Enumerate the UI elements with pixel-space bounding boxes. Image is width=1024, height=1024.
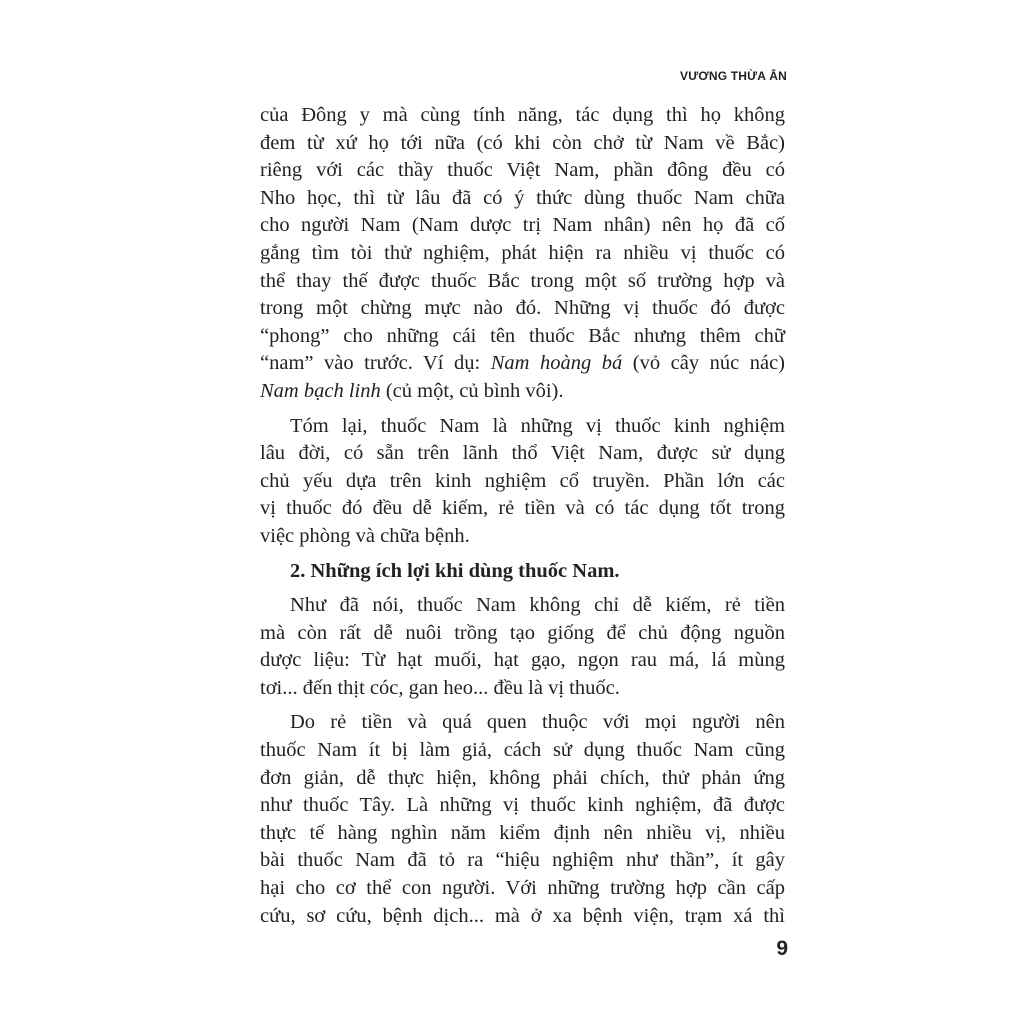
text-line: đem từ xứ họ tới nữa (có khi còn chở từ Nam về Bắc) (260, 131, 785, 154)
text-line: đơn giản, dễ thực hiện, không phải chích, thử phản ứng (260, 766, 785, 789)
text-line: như thuốc Tây. Là những vị thuốc kinh nghiệm, đã được (260, 794, 785, 817)
paragraph-1 (260, 102, 785, 406)
text-line: “phong” cho những cái tên thuốc Bắc nhưng thêm chữ (260, 324, 785, 347)
text-line: việc phòng và chữa bệnh. (260, 524, 470, 547)
text-line: Nho học, thì từ lâu đã có ý thức dùng thuốc Nam chữa (260, 186, 785, 209)
paragraph-3 (260, 592, 785, 702)
text-line: thể thay thế được thuốc Bắc trong một số trường hợp và (260, 269, 785, 292)
text-run: (vỏ cây núc nác) (622, 352, 785, 375)
text-line: Tóm lại, thuốc Nam là những vị thuốc kinh nghiệm (290, 414, 785, 437)
text-line: vị thuốc đó đều dễ kiếm, rẻ tiền và có tác dụng tốt trong (260, 497, 785, 520)
text-line: cho người Nam (Nam dược trị Nam nhân) nên họ đã cố (260, 214, 785, 237)
text-line: mà còn rất dễ nuôi trồng tạo giống để chủ động nguồn (260, 621, 785, 644)
running-header: VƯƠNG THỪA ÂN (680, 69, 787, 83)
text-line: Như đã nói, thuốc Nam không chỉ dễ kiếm, rẻ tiền (290, 594, 785, 617)
text-line: gắng tìm tòi thử nghiệm, phát hiện ra nhiều vị thuốc có (260, 241, 785, 264)
text-line: bài thuốc Nam đã tỏ ra “hiệu nghiệm như thần”, ít gây (260, 849, 785, 872)
text-line: của Đông y mà cùng tính năng, tác dụng thì họ không (260, 104, 785, 126)
text-line: dược liệu: Từ hạt muối, hạt gạo, ngọn rau má, lá mùng (260, 649, 785, 672)
paragraph-4 (260, 709, 785, 930)
text-run: (củ một, củ bình vôi). (380, 379, 564, 402)
text-line (260, 378, 785, 406)
text-line: hại cho cơ thể con người. Với những trường hợp cần cấp (260, 877, 785, 900)
page-number: 9 (776, 937, 788, 960)
paragraph-2 (260, 413, 785, 551)
text-line: trong một chừng mực nào đó. Những vị thuốc đó được (260, 297, 785, 320)
text-line: thực tế hàng nghìn năm kiểm định nên nhiều vị, nhiều (260, 821, 785, 844)
text-line: cứu, sơ cứu, bệnh dịch... mà ở xa bệnh viện, trạm xá thì (260, 904, 785, 927)
text-line: thuốc Nam ít bị làm giả, cách sử dụng thuốc Nam cũng (260, 739, 785, 762)
section-heading: 2. Những ích lợi khi dùng thuốc Nam. (290, 559, 620, 582)
text-line: Do rẻ tiền và quá quen thuộc với mọi người nên (290, 711, 785, 734)
text-line: lâu đời, có sẵn trên lãnh thổ Việt Nam, được sử dụng (260, 442, 785, 465)
text-line: tơi... đến thịt cóc, gan heo... đều là vị thuốc. (260, 676, 620, 699)
body-text (260, 102, 785, 930)
text-line: riêng với các thầy thuốc Việt Nam, phần đông đều có (260, 159, 785, 182)
text-line (260, 350, 785, 378)
text-line: chủ yếu dựa trên kinh nghiệm cổ truyền. Phần lớn các (260, 469, 785, 492)
text-run: “nam” vào trước. Ví dụ: (260, 352, 491, 375)
italic-term: Nam hoàng bá (490, 352, 623, 375)
italic-term: Nam bạch linh (260, 379, 381, 402)
